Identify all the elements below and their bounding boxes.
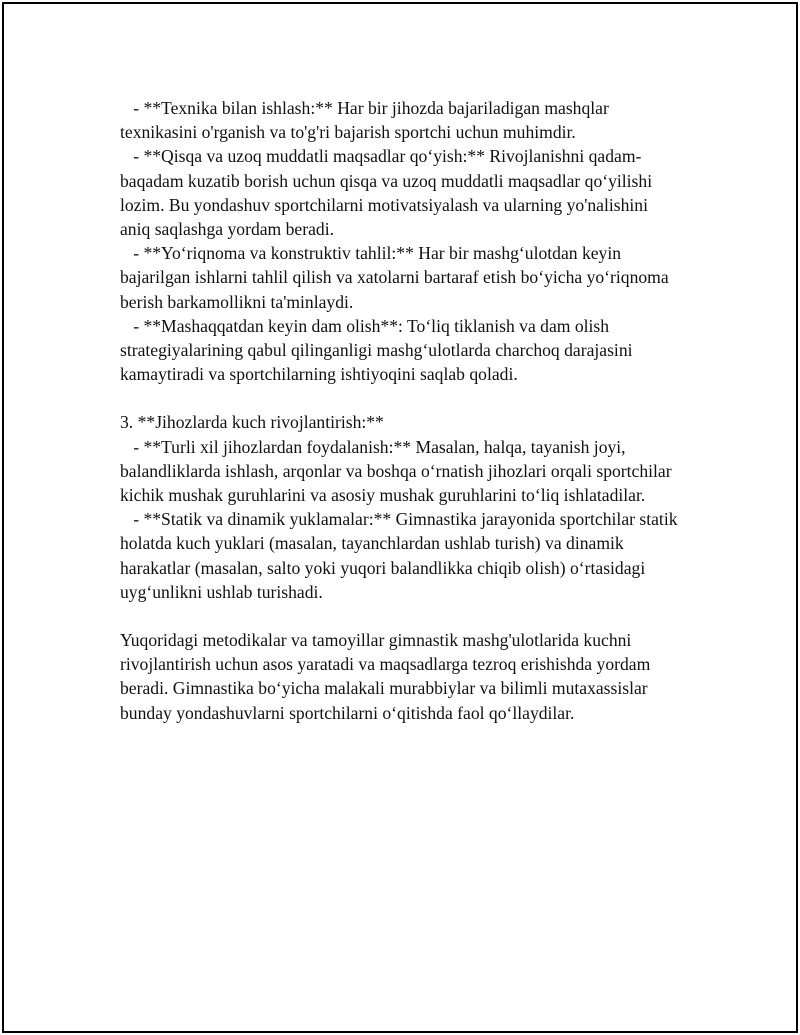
list-item-equipment: - **Turli xil jihozlardan foydalanish:** Masalan, halqa, tayanish joyi, balandliklarda ishlash, arqonlar va boshqa o‘rnatish jihozlari orqali sportchilar kichik mushak guruhlarini va asosiy mushak guruhlarini to‘liq ishlatadilar. (120, 436, 676, 506)
list-item-goals: - **Qisqa va uzoq muddatli maqsadlar qo‘yish:** Rivojlanishni qadam-baqadam kuzatib borish uchun qisqa va uzoq muddatli maqsadlar qo‘yilishi lozim. Bu yondashuv sportchilarni motivatsiyalash va ularning yo'nalishini aniq saqlashga yordam beradi. (120, 146, 657, 240)
document-body (120, 96, 680, 725)
document-page (2, 2, 798, 1033)
list-item-loads: - **Statik va dinamik yuklamalar:** Gimnastika jarayonida sportchilar statik holatda kuch yuklari (masalan, tayanchlardan ushlab turish) va dinamik harakatlar (masalan, salto yoki yuqori balandlikka chiqib olish) o‘rtasidagi uyg‘unlikni ushlab turishadi. (120, 509, 682, 602)
paragraph-gap (120, 604, 680, 628)
section-heading: 3. **Jihozlarda kuch rivojlantirish:** (120, 412, 384, 433)
conclusion-paragraph: Yuqoridagi metodikalar va tamoyillar gimnastik mashg'ulotlarida kuchni rivojlantirish uchun asos yaratadi va maqsadlarga tezroq erishishda yordam beradi. Gimnastika bo‘yicha malakali murabbiylar va bilimli mutaxassislar bunday yondashuvlarni sportchilarni o‘qitishda faol qo‘llaydilar. (120, 630, 655, 723)
list-item-rest: - **Mashaqqatdan keyin dam olish**: To‘liq tiklanish va dam olish strategiyalarining qabul qilinganligi mashg‘ulotlarda charchoq darajasini kamaytiradi va sportchilarning ishtiyoqini saqlab qoladi. (120, 315, 637, 385)
paragraph-gap (120, 386, 680, 410)
list-item-feedback: - **Yo‘riqnoma va konstruktiv tahlil:** Har bir mashg‘ulotdan keyin bajarilgan ishlarni tahlil qilish va xatolarni bartaraf etish bo‘yicha yo‘riqnoma berish barkamollikni ta'minlaydi. (120, 243, 674, 312)
list-item-technique: - **Texnika bilan ishlash:** Har bir jihozda bajariladigan mashqlar texnikasini o'rganish va to'g'ri bajarish sportchi uchun muhimdir. (120, 98, 614, 143)
